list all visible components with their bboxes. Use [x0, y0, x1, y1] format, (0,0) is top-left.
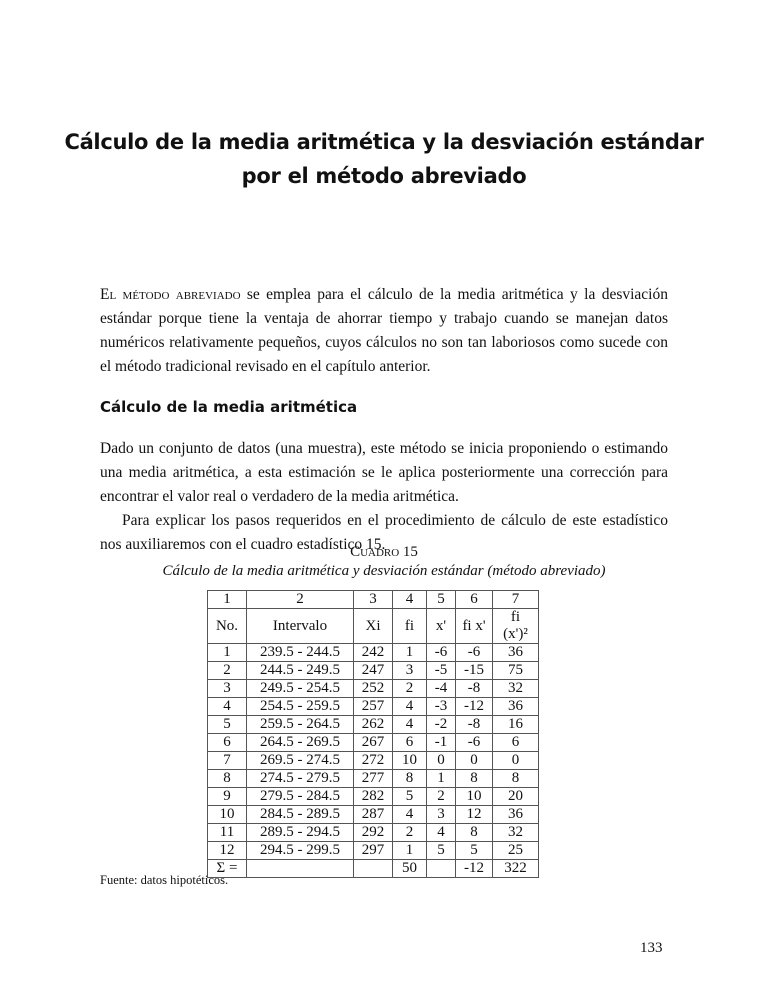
table-cell: 2	[393, 680, 427, 698]
table-row	[208, 716, 539, 734]
table-cell: 4	[393, 591, 427, 609]
table-cell: -4	[427, 680, 456, 698]
table-cell: 6	[493, 734, 539, 752]
data-table	[207, 590, 539, 878]
table-cell: 249.5 - 254.5	[247, 680, 354, 698]
table-cell: 2	[247, 591, 354, 609]
table-cell: 5	[208, 716, 247, 734]
section-heading: Cálculo de la media aritmética	[100, 398, 358, 416]
table-cell: 254.5 - 259.5	[247, 698, 354, 716]
table-cell: 0	[456, 752, 493, 770]
table-cell: x'	[427, 609, 456, 644]
table-cell: 269.5 - 274.5	[247, 752, 354, 770]
intro-lead: El método abreviado	[100, 286, 241, 303]
table-cell: No.	[208, 609, 247, 644]
table-cell: 10	[456, 788, 493, 806]
table-label: Cuadro 15	[350, 544, 418, 560]
table-cell: 5	[456, 842, 493, 860]
intro-text: se emplea para el cálculo de la media aritmética y la desviación estándar porque tiene la ventaja de ahorrar tiempo y trabajo cuando se manejan datos numéricos relativamente pequeños, cuyos cálculos no son tan laboriosos como sucede con el método tradicional revisado en el capítulo anterior.	[100, 286, 668, 375]
table-cell: 297	[354, 842, 393, 860]
table-cell: -12	[456, 860, 493, 878]
table-cell: 7	[493, 591, 539, 609]
totals-row	[208, 860, 539, 878]
table-cell: -6	[427, 644, 456, 662]
table-cell: 294.5 - 299.5	[247, 842, 354, 860]
table-cell	[427, 860, 456, 878]
table-cell: 50	[393, 860, 427, 878]
table-cell: 247	[354, 662, 393, 680]
page-title	[0, 125, 768, 193]
table-cell: Xi	[354, 609, 393, 644]
table-cell: -1	[427, 734, 456, 752]
table-cell: 3	[354, 591, 393, 609]
table-cell: 8	[208, 770, 247, 788]
table-cell: 16	[493, 716, 539, 734]
table-cell: 284.5 - 289.5	[247, 806, 354, 824]
table-cell: 4	[393, 698, 427, 716]
table-cell: 36	[493, 644, 539, 662]
column-number-row	[208, 591, 539, 609]
table-cell: fi x'	[456, 609, 493, 644]
table-cell: 4	[427, 824, 456, 842]
table-cell: 5	[393, 788, 427, 806]
table-row	[208, 788, 539, 806]
table-cell: 0	[493, 752, 539, 770]
title-line-1: Cálculo de la media aritmética y la desviación estándar	[64, 130, 704, 154]
table-cell: 5	[427, 842, 456, 860]
table-cell: 9	[208, 788, 247, 806]
table-cell: 1	[208, 591, 247, 609]
table-row	[208, 824, 539, 842]
table-cell: -8	[456, 680, 493, 698]
table-cell: 252	[354, 680, 393, 698]
table-cell: 292	[354, 824, 393, 842]
table-cell: 277	[354, 770, 393, 788]
table-cell: 4	[208, 698, 247, 716]
table-cell	[247, 860, 354, 878]
table-cell: 3	[427, 806, 456, 824]
table-cell: 287	[354, 806, 393, 824]
table-cell: -15	[456, 662, 493, 680]
table-cell: 12	[208, 842, 247, 860]
table-cell: 6	[208, 734, 247, 752]
table-cell: 264.5 - 269.5	[247, 734, 354, 752]
table-cell: 289.5 - 294.5	[247, 824, 354, 842]
header-row	[208, 609, 539, 644]
page-number: 133	[640, 940, 663, 956]
table-cell: 7	[208, 752, 247, 770]
table-cell: 32	[493, 680, 539, 698]
table-cell: 1	[208, 644, 247, 662]
table-cell: 20	[493, 788, 539, 806]
table-cell: 36	[493, 698, 539, 716]
table-cell: 6	[393, 734, 427, 752]
table-cell: 36	[493, 806, 539, 824]
table-cell: 6	[456, 591, 493, 609]
table-cell: 8	[456, 770, 493, 788]
table-cell: 242	[354, 644, 393, 662]
table-cell: 0	[427, 752, 456, 770]
title-line-2: por el método abreviado	[241, 164, 527, 188]
table-row	[208, 662, 539, 680]
table-cell: 10	[208, 806, 247, 824]
table-cell: 259.5 - 264.5	[247, 716, 354, 734]
table-cell	[354, 860, 393, 878]
table-caption: Cálculo de la media aritmética y desviación estándar (método abreviado)	[162, 563, 606, 579]
table-cell: Intervalo	[247, 609, 354, 644]
table-cell: 8	[393, 770, 427, 788]
table-cell: 25	[493, 842, 539, 860]
table-cell: 2	[393, 824, 427, 842]
table-row	[208, 734, 539, 752]
table-cell: 10	[393, 752, 427, 770]
table-cell: 239.5 - 244.5	[247, 644, 354, 662]
table-cell: -6	[456, 734, 493, 752]
table-cell: 3	[208, 680, 247, 698]
table-cell: 282	[354, 788, 393, 806]
table-cell: 267	[354, 734, 393, 752]
table-row	[208, 842, 539, 860]
table-row	[208, 806, 539, 824]
table-cell: Σ =	[208, 860, 247, 878]
paragraph-1: Dado un conjunto de datos (una muestra), este método se inicia proponiendo o estimando una media aritmética, a esta estimación se le aplica posteriormente una corrección para encontrar el valor real o verdadero de la media aritmética.	[100, 440, 668, 505]
table-cell: 1	[393, 644, 427, 662]
table-cell: -5	[427, 662, 456, 680]
table-cell: 8	[456, 824, 493, 842]
table-cell: 274.5 - 279.5	[247, 770, 354, 788]
table-cell: 244.5 - 249.5	[247, 662, 354, 680]
table-cell: 322	[493, 860, 539, 878]
table-row	[208, 698, 539, 716]
table-row	[208, 752, 539, 770]
table-cell: 1	[393, 842, 427, 860]
table-cell: -8	[456, 716, 493, 734]
table-cell: 2	[208, 662, 247, 680]
table-cell: 12	[456, 806, 493, 824]
table-cell: 4	[393, 716, 427, 734]
table-row	[208, 644, 539, 662]
table-cell: 272	[354, 752, 393, 770]
table-cell: 4	[393, 806, 427, 824]
table-cell: 2	[427, 788, 456, 806]
table-cell: -6	[456, 644, 493, 662]
table-cell: 75	[493, 662, 539, 680]
table-cell: 11	[208, 824, 247, 842]
table-cell: 3	[393, 662, 427, 680]
table-row	[208, 770, 539, 788]
table-cell: 1	[427, 770, 456, 788]
intro-paragraph	[100, 283, 668, 379]
paragraph-2: Para explicar los pasos requeridos en el procedimiento de cálculo de este estadístico nos auxiliaremos con el cuadro estadístico 15.	[100, 512, 668, 553]
table-cell: 257	[354, 698, 393, 716]
table-cell: -2	[427, 716, 456, 734]
table-cell: 279.5 - 284.5	[247, 788, 354, 806]
table-cell: 5	[427, 591, 456, 609]
table-source: Fuente: datos hipotéticos.	[100, 873, 229, 887]
table-cell: 262	[354, 716, 393, 734]
table-row	[208, 680, 539, 698]
table-cell: 32	[493, 824, 539, 842]
table-cell: fi (x')²	[493, 609, 539, 644]
table-cell: -12	[456, 698, 493, 716]
table-cell: fi	[393, 609, 427, 644]
table-cell: -3	[427, 698, 456, 716]
table-cell: 8	[493, 770, 539, 788]
